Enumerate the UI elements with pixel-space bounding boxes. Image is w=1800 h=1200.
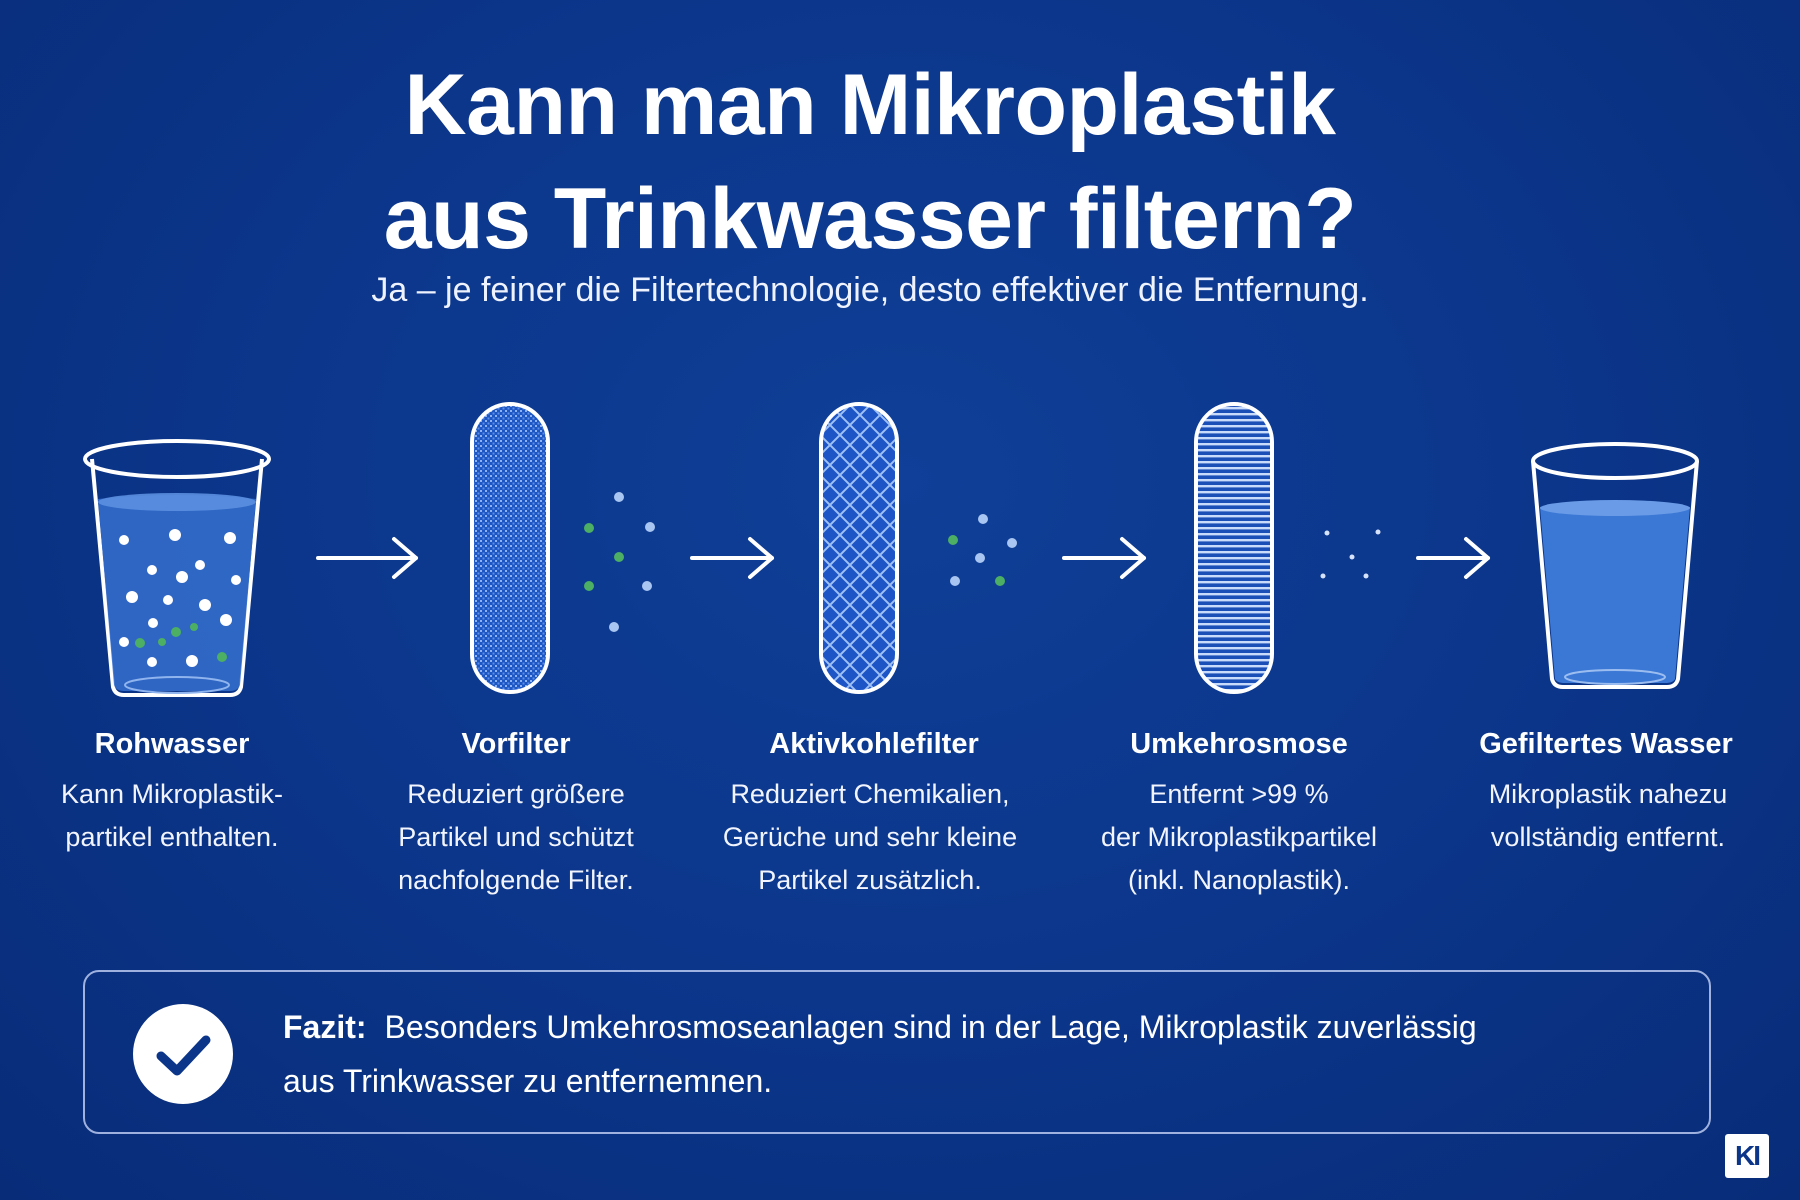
step-description-vorfilter: Reduziert größere Partikel und schützt nachfolgende Filter. <box>398 779 634 895</box>
clean-water-glass-icon <box>1533 444 1697 687</box>
conclusion-line-1: Besonders Umkehrosmoseanlagen sind in der Lage, Mikroplastik zuverlässig <box>384 1009 1477 1045</box>
conclusion-box <box>83 970 1711 1134</box>
step-title-aktivkohlefilter: Aktivkohlefilter <box>769 728 979 760</box>
reverse-osmosis-membrane-icon <box>1196 404 1272 692</box>
step-title-umkehrosmose: Umkehrosmose <box>1130 728 1348 760</box>
checkmark-icon <box>133 1004 233 1104</box>
particles-after-prefilter <box>584 492 655 632</box>
prefilter-mesh-icon <box>472 404 548 692</box>
conclusion-label: Fazit: <box>283 1009 367 1045</box>
step-title-rohwasser: Rohwasser <box>94 728 250 760</box>
arrow-right-icon <box>318 539 416 577</box>
step-description-gefiltertes-wasser: Mikroplastik nahezu vollständig entfernt. <box>1488 779 1728 852</box>
title-line-1: Kann man Mikroplastik <box>404 57 1336 153</box>
arrow-right-icon <box>1064 539 1144 577</box>
step-description-rohwasser: Kann Mikroplastik- partikel enthalten. <box>60 779 284 852</box>
particles-after-reverse-osmosis <box>1321 530 1381 579</box>
step-description-aktivkohlefilter: Reduziert Chemikalien, Gerüche und sehr kleine Partikel zusätzlich. <box>722 779 1018 895</box>
filter-process-diagram <box>0 395 1800 715</box>
activated-carbon-filter-icon <box>821 404 897 692</box>
page-title <box>0 48 1740 276</box>
conclusion-line-2: aus Trinkwasser zu entfernemnen. <box>283 1063 773 1099</box>
step-title-vorfilter: Vorfilter <box>461 728 571 760</box>
title-line-2: aus Trinkwasser filtern? <box>383 171 1357 267</box>
step-title-gefiltertes-wasser: Gefiltertes Wasser <box>1479 728 1733 760</box>
arrow-right-icon <box>1418 539 1488 577</box>
step-description-umkehrosmose: Entfernt >99 % der Mikroplastikpartikel (inkl. Nanoplastik). <box>1100 779 1378 895</box>
subtitle: Ja – je feiner die Filtertechnologie, desto effektiver die Entfernung. <box>371 271 1369 309</box>
ki-badge: KI <box>1725 1134 1769 1178</box>
particles-after-carbon-filter <box>948 514 1017 586</box>
arrow-right-icon <box>692 539 772 577</box>
conclusion-text <box>283 1000 1663 1108</box>
glass-with-particles-icon <box>85 441 269 695</box>
